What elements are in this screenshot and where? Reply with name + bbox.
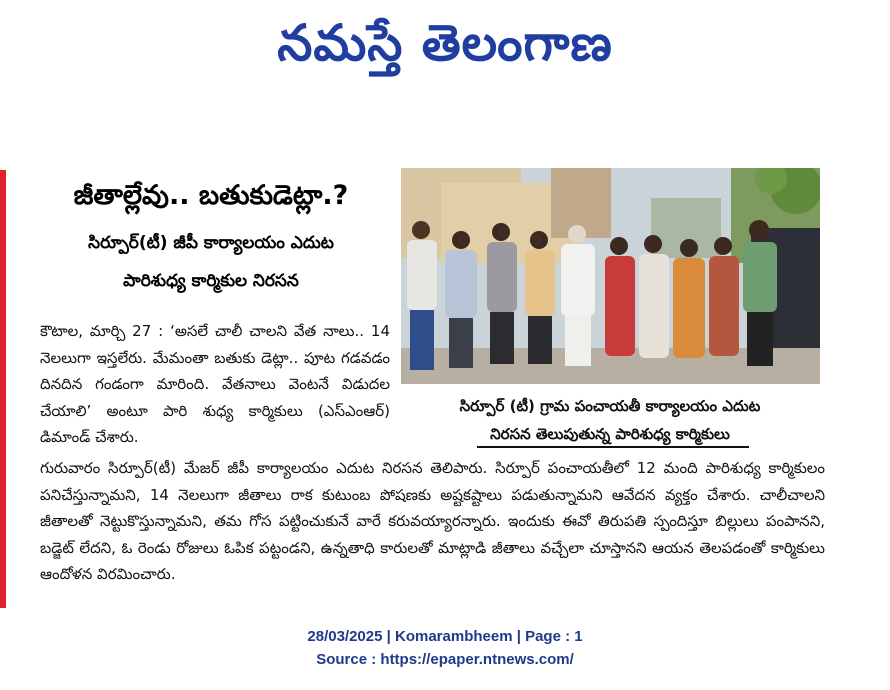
protest-photo bbox=[401, 168, 820, 384]
footer-source: Source : https://epaper.ntnews.com/ bbox=[316, 651, 574, 668]
accent-bar bbox=[0, 170, 6, 608]
article-body-full-width: గురువారం సిర్పూర్‌(టీ) మేజర్‌ జీపీ కార్యాలయం ఎదుట నిరసన తెలిపారు. సిర్పూర్‌ పంచాయతీలో 12 మంది పారిశుధ్య కార్మికులం పనిచేస్తున్నామని, 14 నెలలుగా జీతాలు రాక కుటుంబ పోషణకు అష్టకష్టాలు పడుతున్నామని ఆవేదన వ్యక్తం చేశారు. చాలీచాలని జీతాలతో నెట్టుకొస్తున్నామని, తమ గోస పట్టించుకునే వారే కరువయ్యారన్నారు. ఇందుకు ఈవో తిరుపతి స్పందిస్తూ బిల్లులు పంపానని, బడ్జెట్‌ లేదని, ఓ రెండు రోజులు ఓపిక పట్టండని, ఉన్నతాధి కారులతో మాట్లాడి జీతాలు వచ్చేలా చూస్తానని ఆయన తెలపడంతో కార్మికులు ఆందోళన విరమించారు. bbox=[40, 459, 825, 583]
footer-date-edition: 28/03/2025 | Komarambheem | Page : 1 bbox=[307, 628, 583, 645]
article-body-column: కౌటాల, మార్చి 27 : ‘అసలే చాలీ చాలని వేత నాలు.. 14 నెలలుగా ఇస్తలేరు. మేమంతా బతుకు డెట్లా.. పూట గడవడం దినదిన గండంగా మారింది. వేతనాలు వెంటనే విడుదల చేయాలి’ అంటూ పారి శుధ్య కార్మికులు (ఎస్‌ఎంఆర్‌) డిమాండ్‌ చేశారు. bbox=[40, 322, 390, 446]
article-headline: జీతాల్లేవు.. బతుకుడెట్లా.? bbox=[73, 180, 349, 211]
photo-caption-line-1: సిర్పూర్‌ (టీ) గ్రామ పంచాయతీ కార్యాలయం ఎదుట bbox=[459, 397, 761, 415]
photo-caption-line-2: నిరసన తెలుపుతున్న పారిశుధ్య కార్మికులు bbox=[490, 425, 730, 443]
article-subheadline-2: పారిశుధ్య కార్మికుల నిరసన bbox=[123, 271, 299, 291]
article-subheadline-1: సిర్పూర్‌(టీ) జీపీ కార్యాలయం ఎదుట bbox=[88, 233, 334, 253]
caption-underline bbox=[477, 446, 749, 448]
newspaper-masthead: నమస్తే తెలంగాణ bbox=[277, 14, 613, 72]
